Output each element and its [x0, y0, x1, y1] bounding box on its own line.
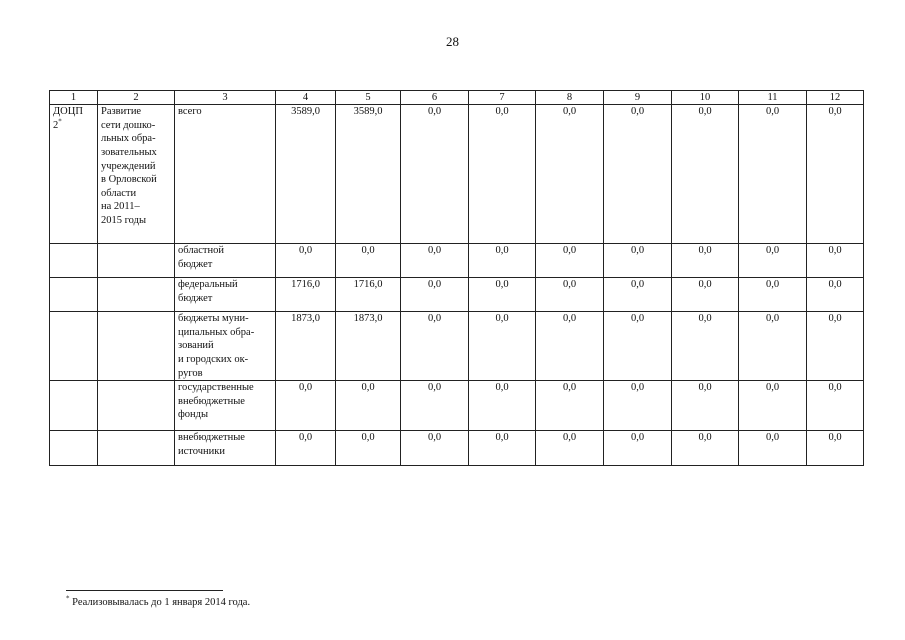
- header-cell: 8: [536, 91, 604, 105]
- empty-cell: [98, 381, 175, 431]
- header-cell: 11: [739, 91, 807, 105]
- table-row-federal-budget: [50, 278, 864, 312]
- value-cell: 0,0: [469, 244, 536, 278]
- value-cell: 0,0: [807, 381, 864, 431]
- value-cell: 0,0: [536, 431, 604, 466]
- header-cell: 3: [175, 91, 276, 105]
- header-cell: 2: [98, 91, 175, 105]
- funding-source-line: ципальных обра-: [178, 326, 255, 338]
- value-cell: 0,0: [807, 244, 864, 278]
- value-cell: 0,0: [536, 381, 604, 431]
- value-cell: 0,0: [739, 312, 807, 381]
- value-cell: 0,0: [604, 105, 672, 244]
- empty-cell: [50, 381, 98, 431]
- header-cell: 7: [469, 91, 536, 105]
- value-cell: 0,0: [401, 381, 469, 431]
- value-cell: 0,0: [672, 312, 739, 381]
- empty-cell: [98, 312, 175, 381]
- program-name-line: льных обра-: [101, 133, 156, 145]
- program-name-line: области: [101, 187, 137, 199]
- value-cell: 0,0: [739, 278, 807, 312]
- value-cell: 0,0: [469, 381, 536, 431]
- value-cell: 0,0: [401, 278, 469, 312]
- program-code-footnote-mark: *: [58, 117, 62, 126]
- value-cell: 0,0: [536, 278, 604, 312]
- value-cell: 0,0: [807, 105, 864, 244]
- value-cell: 3589,0: [336, 105, 401, 244]
- header-cell: 4: [276, 91, 336, 105]
- value-cell: 0,0: [536, 105, 604, 244]
- value-cell: 0,0: [276, 381, 336, 431]
- empty-cell: [50, 244, 98, 278]
- value-cell: 0,0: [672, 431, 739, 466]
- funding-source-line: бюджет: [178, 292, 213, 304]
- footnote-divider: [66, 590, 223, 591]
- value-cell: 0,0: [672, 244, 739, 278]
- value-cell: 0,0: [401, 431, 469, 466]
- value-cell: 0,0: [604, 278, 672, 312]
- value-cell: 0,0: [807, 312, 864, 381]
- header-cell: 6: [401, 91, 469, 105]
- funding-source-line: внебюджетные: [178, 432, 245, 444]
- funding-source-cell: [175, 431, 276, 466]
- value-cell: 0,0: [672, 105, 739, 244]
- value-cell: 0,0: [604, 431, 672, 466]
- value-cell: 0,0: [536, 244, 604, 278]
- value-cell: 0,0: [739, 431, 807, 466]
- value-cell: 1873,0: [336, 312, 401, 381]
- funding-source-line: областной: [178, 245, 224, 256]
- funding-source-line: источники: [178, 445, 225, 457]
- funding-source-cell: [175, 312, 276, 381]
- program-name-cell: [98, 105, 175, 244]
- value-cell: 0,0: [739, 244, 807, 278]
- value-cell: 0,0: [469, 105, 536, 244]
- value-cell: 0,0: [807, 431, 864, 466]
- value-cell: 0,0: [401, 105, 469, 244]
- funding-source-line: государственные: [178, 382, 254, 394]
- header-cell: 1: [50, 91, 98, 105]
- funding-source-line: ругов: [178, 367, 203, 379]
- value-cell: 1716,0: [276, 278, 336, 312]
- footnote: [66, 594, 251, 608]
- program-code-cell: [50, 105, 98, 244]
- value-cell: 0,0: [469, 431, 536, 466]
- header-row: [50, 91, 864, 105]
- value-cell: 0,0: [401, 312, 469, 381]
- value-cell: 0,0: [276, 244, 336, 278]
- page-number: 28: [446, 34, 459, 49]
- header-cell: 9: [604, 91, 672, 105]
- funding-source-cell: [175, 278, 276, 312]
- funding-source-line: внебюджетные: [178, 395, 245, 407]
- value-cell: 0,0: [739, 105, 807, 244]
- program-name-line: Развитие: [101, 106, 142, 117]
- value-cell: 0,0: [469, 278, 536, 312]
- program-name-line: в Орловской: [101, 174, 157, 186]
- funding-source-cell: [175, 244, 276, 278]
- program-name-line: учреждений: [101, 160, 156, 172]
- program-code: ДОЦП 2: [53, 106, 83, 131]
- funding-source-line: федеральный: [178, 279, 238, 290]
- header-cell: 5: [336, 91, 401, 105]
- funding-source-line: и городских ок-: [178, 353, 249, 365]
- footnote-mark: *: [66, 594, 70, 603]
- program-name-line: зовательных: [101, 146, 157, 158]
- table-row-municipal-budgets: [50, 312, 864, 381]
- funding-source-cell: [175, 105, 276, 244]
- value-cell: 0,0: [739, 381, 807, 431]
- value-cell: 0,0: [401, 244, 469, 278]
- value-cell: 0,0: [672, 278, 739, 312]
- table-row-extrabudgetary-sources: [50, 431, 864, 466]
- empty-cell: [50, 431, 98, 466]
- value-cell: 0,0: [672, 381, 739, 431]
- value-cell: 0,0: [276, 431, 336, 466]
- funding-source-line: бюджеты муни-: [178, 313, 249, 324]
- program-name-line: сети дошко-: [101, 119, 156, 131]
- value-cell: 0,0: [807, 278, 864, 312]
- table-row-total: [50, 105, 864, 244]
- funding-source-line: фонды: [178, 409, 209, 421]
- program-name-line: на 2011–: [101, 201, 140, 213]
- value-cell: 0,0: [604, 381, 672, 431]
- value-cell: 1716,0: [336, 278, 401, 312]
- empty-cell: [98, 278, 175, 312]
- budget-table: [49, 90, 864, 466]
- value-cell: 0,0: [469, 312, 536, 381]
- table-row-regional-budget: [50, 244, 864, 278]
- program-name-line: 2015 годы: [101, 215, 147, 227]
- funding-source-cell: [175, 381, 276, 431]
- funding-source-line: бюджет: [178, 258, 213, 270]
- footnote-text: Реализовывалась до 1 января 2014 года.: [69, 597, 251, 608]
- empty-cell: [50, 278, 98, 312]
- funding-source-line: зований: [178, 340, 214, 352]
- value-cell: 0,0: [536, 312, 604, 381]
- header-cell: 12: [807, 91, 864, 105]
- empty-cell: [98, 431, 175, 466]
- empty-cell: [98, 244, 175, 278]
- value-cell: 1873,0: [276, 312, 336, 381]
- empty-cell: [50, 312, 98, 381]
- value-cell: 0,0: [604, 312, 672, 381]
- value-cell: 0,0: [336, 381, 401, 431]
- table-row-state-extrabudgetary-funds: [50, 381, 864, 431]
- value-cell: 3589,0: [276, 105, 336, 244]
- value-cell: 0,0: [336, 244, 401, 278]
- value-cell: 0,0: [604, 244, 672, 278]
- value-cell: 0,0: [336, 431, 401, 466]
- funding-source-line: всего: [178, 106, 202, 117]
- header-cell: 10: [672, 91, 739, 105]
